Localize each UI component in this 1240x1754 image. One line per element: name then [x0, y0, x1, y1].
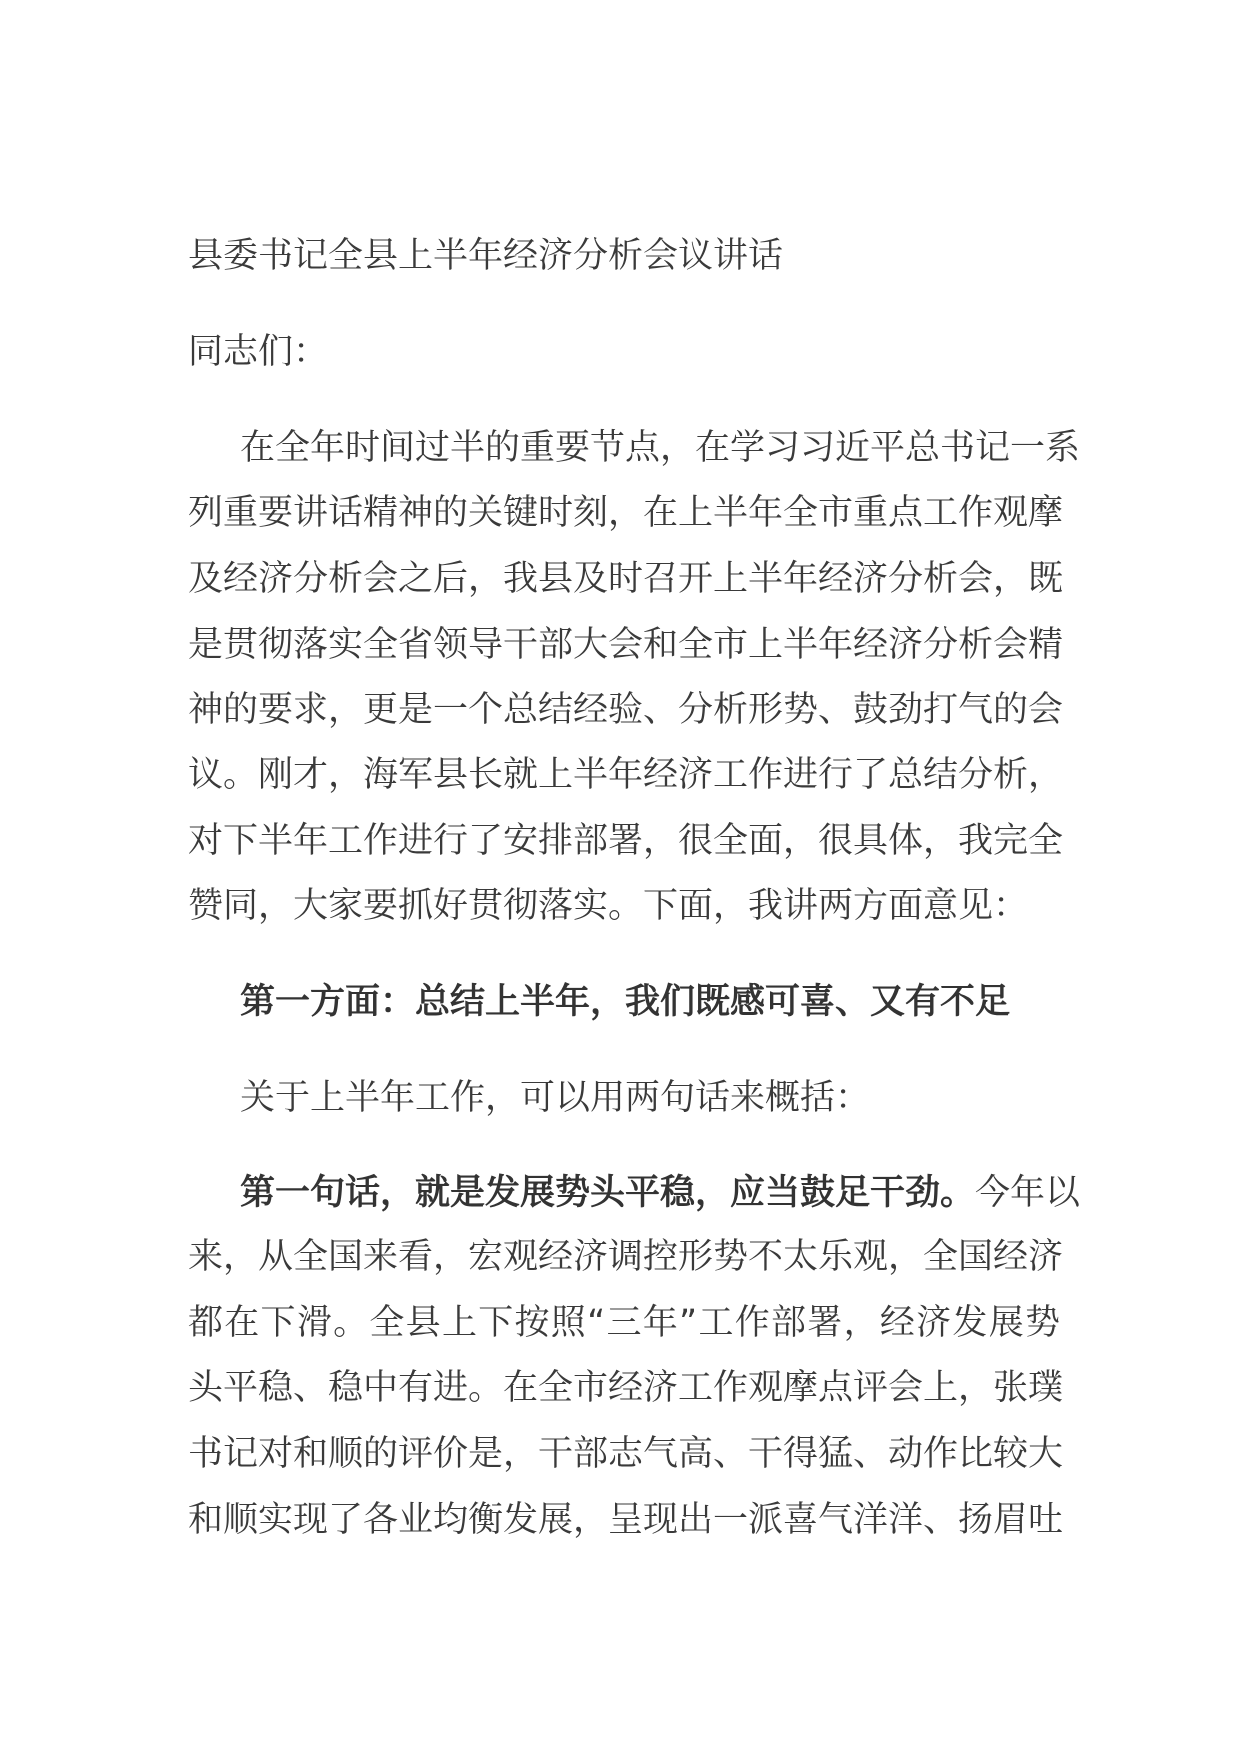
paragraph-line: 书记对和顺的评价是，干部志气高、干得猛、动作比较大	[188, 1434, 1064, 1474]
intro-line: 关于上半年工作，可以用两句话来概括：	[240, 1078, 871, 1118]
section-heading: 第一方面：总结上半年，我们既感可喜、又有不足	[240, 982, 1011, 1022]
paragraph-line: 神的要求，更是一个总结经验、分析形势、鼓劲打气的会	[188, 690, 1064, 730]
document-title: 县委书记全县上半年经济分析会议讲话	[188, 236, 784, 276]
paragraph-line: 及经济分析会之后，我县及时召开上半年经济分析会，既	[188, 559, 1064, 599]
paragraph-line: 是贯彻落实全省领导干部大会和全市上半年经济分析会精	[188, 625, 1064, 665]
paragraph-line: 对下半年工作进行了安排部署，很全面，很具体，我完全	[188, 821, 1064, 861]
paragraph-line: 都在下滑。全县上下按照“三年”工作部署，经济发展势	[188, 1303, 1060, 1343]
paragraph-line: 来，从全国来看，宏观经济调控形势不太乐观，全国经济	[188, 1237, 1064, 1277]
paragraph-line: 和顺实现了各业均衡发展，呈现出一派喜气洋洋、扬眉吐	[188, 1500, 1064, 1540]
paragraph-line: 赞同，大家要抓好贯彻落实。下面，我讲两方面意见：	[188, 886, 1029, 926]
paragraph-line	[240, 1173, 1081, 1213]
paragraph-line: 列重要讲话精神的关键时刻，在上半年全市重点工作观摩	[188, 493, 1064, 533]
lead-rest: 今年以	[975, 1173, 1081, 1213]
salutation: 同志们：	[188, 332, 329, 372]
paragraph-line: 议。刚才，海军县长就上半年经济工作进行了总结分析，	[188, 755, 1064, 795]
paragraph-line: 头平稳、稳中有进。在全市经济工作观摩点评会上，张璞	[188, 1368, 1064, 1408]
bold-lead: 第一句话，就是发展势头平稳，应当鼓足干劲。	[240, 1173, 976, 1213]
paragraph-line: 在全年时间过半的重要节点，在学习习近平总书记一系	[240, 428, 1081, 468]
